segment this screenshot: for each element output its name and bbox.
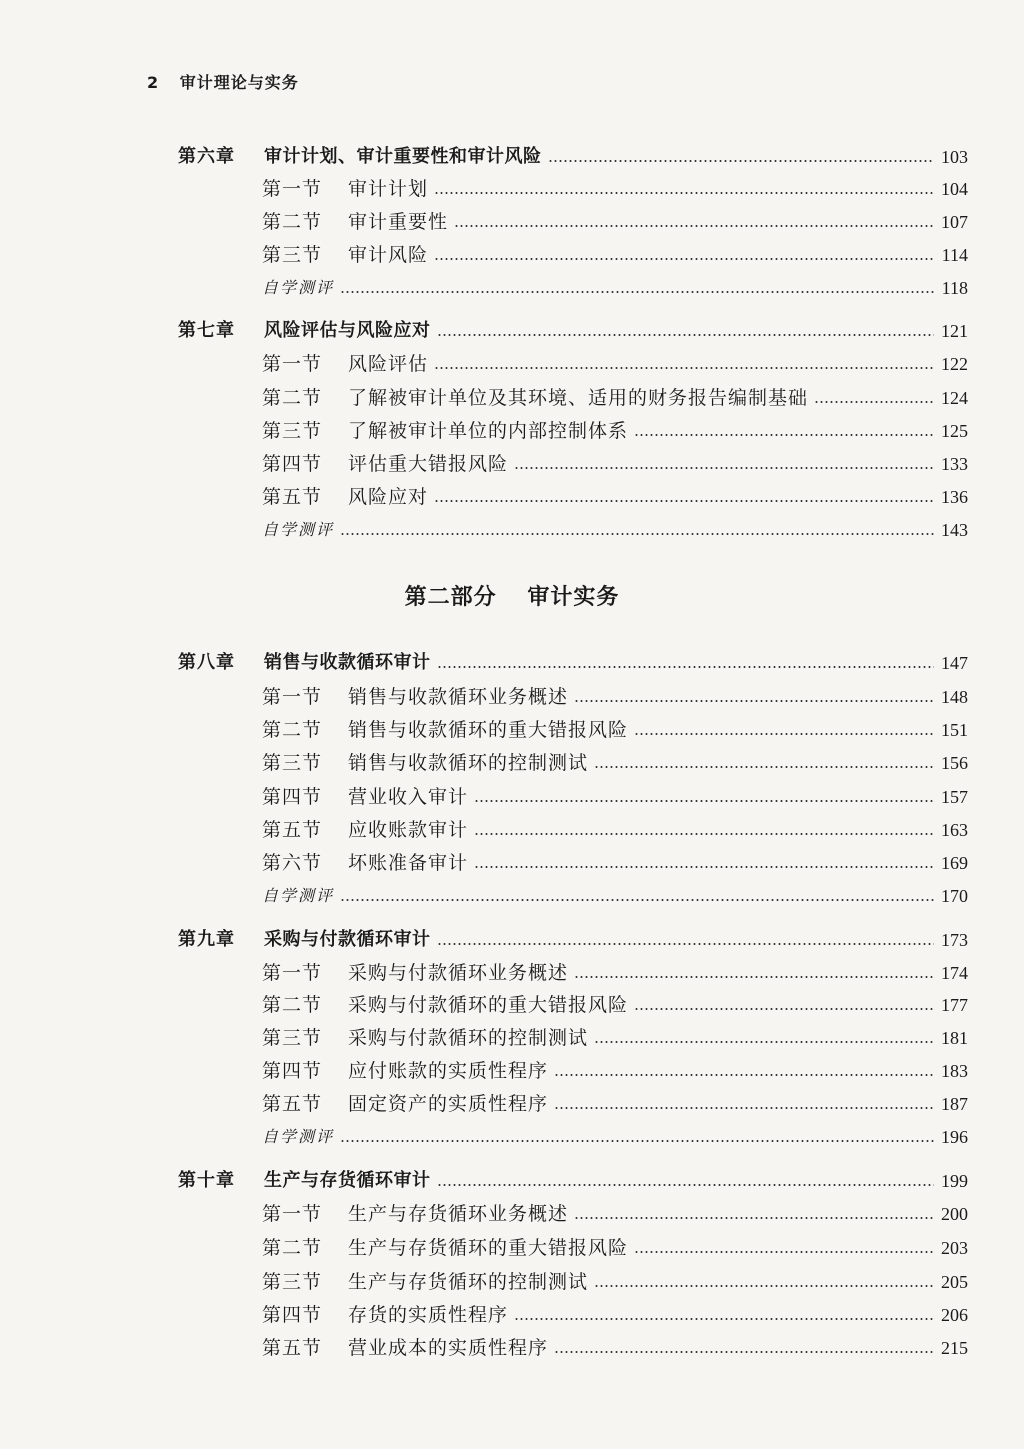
dot-leader [574, 700, 934, 702]
toc-page-number: 181 [941, 1028, 968, 1048]
toc-label: 第四节 [262, 1060, 323, 1082]
toc-title: 销售与收款循环的控制测试 [348, 752, 589, 774]
dot-leader [474, 866, 934, 868]
toc-page-number: 215 [941, 1338, 968, 1358]
toc-label: 第一节 [262, 353, 323, 375]
toc-label: 第一节 [262, 686, 323, 708]
toc-section-row [262, 815, 968, 845]
toc-section-row [262, 1333, 968, 1363]
toc-section-row [262, 782, 968, 812]
toc-page-number: 122 [941, 354, 968, 374]
dot-leader [437, 334, 935, 336]
toc-section-row [262, 240, 968, 270]
toc-title: 应收账款审计 [348, 819, 469, 841]
toc-label: 第一节 [262, 962, 323, 984]
toc-page-number: 205 [941, 1272, 968, 1292]
dot-leader [814, 401, 934, 403]
toc-page-number: 104 [941, 179, 968, 199]
dot-leader [514, 1318, 934, 1320]
dot-leader [437, 943, 935, 945]
dot-leader [340, 1140, 934, 1142]
dot-leader [474, 833, 934, 835]
dot-leader [340, 533, 934, 535]
part-label: 第二部分 [404, 585, 497, 610]
toc-label: 第二节 [262, 387, 323, 409]
toc-label: 第五节 [262, 819, 323, 841]
dot-leader [454, 225, 934, 227]
toc-section-row [262, 848, 968, 878]
toc-page-number: 114 [941, 245, 968, 265]
toc-label: 第三节 [262, 1027, 323, 1049]
dot-leader [437, 1184, 935, 1186]
dot-leader [437, 666, 935, 668]
toc-section-row [262, 174, 968, 204]
toc-section-row [262, 449, 968, 479]
dot-leader [514, 467, 934, 469]
toc-section-row [262, 1233, 968, 1263]
toc-label: 第六节 [262, 852, 323, 874]
toc-title: 固定资产的实质性程序 [348, 1093, 549, 1115]
toc-label: 第九章 [178, 929, 235, 950]
dot-leader [634, 1251, 934, 1253]
toc-page-number: 125 [941, 421, 968, 441]
toc-title: 采购与付款循环业务概述 [348, 962, 569, 984]
dot-leader [554, 1074, 934, 1076]
toc-title: 存货的实质性程序 [348, 1304, 509, 1326]
toc-section-row [262, 207, 968, 237]
toc-page-number: 183 [941, 1061, 968, 1081]
toc-page-number: 124 [941, 388, 968, 408]
toc-title: 审计风险 [348, 244, 429, 266]
toc-page-number: 163 [941, 820, 968, 840]
toc-title: 生产与存货循环审计 [264, 1170, 431, 1191]
toc-title: 了解被审计单位及其环境、适用的财务报告编制基础 [348, 387, 809, 409]
toc-label: 第二节 [262, 719, 323, 741]
toc-label: 第二节 [262, 994, 323, 1016]
toc-page-number: 136 [941, 487, 968, 507]
toc-label: 第五节 [262, 486, 323, 508]
toc-title: 自学测评 [262, 886, 335, 905]
toc-page-number: 169 [941, 853, 968, 873]
toc-section-row [262, 1300, 968, 1330]
toc-chapter-row [178, 648, 968, 678]
toc-label: 第六章 [178, 146, 235, 167]
toc-page-number: 187 [941, 1094, 968, 1114]
toc-title: 生产与存货循环的控制测试 [348, 1271, 589, 1293]
dot-leader [434, 192, 934, 194]
toc-page-number: 148 [941, 687, 968, 707]
toc-label: 第二节 [262, 211, 323, 233]
toc-label: 第四节 [262, 453, 323, 475]
toc-page-number: 103 [941, 147, 968, 167]
toc-page-number: 206 [941, 1305, 968, 1325]
toc-title: 应付账款的实质性程序 [348, 1060, 549, 1082]
toc-section-row [262, 715, 968, 745]
dot-leader [594, 1041, 934, 1043]
toc-title: 营业成本的实质性程序 [348, 1337, 549, 1359]
toc-title: 销售与收款循环业务概述 [348, 686, 569, 708]
dot-leader [548, 160, 935, 162]
toc-page-number: 118 [941, 278, 968, 298]
toc-section-row [262, 383, 968, 413]
page-number: 2 [147, 73, 160, 92]
toc-label: 第三节 [262, 752, 323, 774]
dot-leader [474, 800, 934, 802]
toc-section-row [262, 1199, 968, 1229]
toc-section-row [262, 1267, 968, 1297]
toc-label: 第七章 [178, 320, 235, 341]
book-title: 审计理论与实务 [179, 73, 299, 92]
toc-title: 风险评估与风险应对 [264, 320, 431, 341]
toc-title: 采购与付款循环的重大错报风险 [348, 994, 629, 1016]
toc-label: 第二节 [262, 1237, 323, 1259]
toc-page-number: 177 [941, 995, 968, 1015]
dot-leader [554, 1351, 934, 1353]
dot-leader [434, 258, 934, 260]
toc-chapter-row [178, 142, 968, 172]
toc-title: 采购与付款循环的控制测试 [348, 1027, 589, 1049]
toc-label: 第三节 [262, 244, 323, 266]
toc-page-number: 157 [941, 787, 968, 807]
toc-page-number: 147 [941, 653, 968, 673]
toc-page-number: 203 [941, 1238, 968, 1258]
toc-title: 评估重大错报风险 [348, 453, 509, 475]
toc-page-number: 173 [941, 930, 968, 950]
toc-review-row [262, 515, 968, 545]
running-header [147, 70, 299, 93]
toc-title: 采购与付款循环审计 [264, 929, 431, 950]
dot-leader [594, 1285, 934, 1287]
toc-page-number: 196 [941, 1127, 968, 1147]
toc-review-row [262, 881, 968, 911]
toc-page-number: 121 [941, 321, 968, 341]
toc-page-number: 156 [941, 753, 968, 773]
dot-leader [434, 367, 934, 369]
dot-leader [434, 500, 934, 502]
toc-label: 第五节 [262, 1337, 323, 1359]
toc-title: 风险应对 [348, 486, 429, 508]
toc-label: 第四节 [262, 786, 323, 808]
toc-section-row [262, 482, 968, 512]
dot-leader [574, 976, 934, 978]
toc-page-number: 199 [941, 1171, 968, 1191]
toc-review-row [262, 1122, 968, 1152]
toc-chapter-row [178, 316, 968, 346]
toc-chapter-row [178, 1166, 968, 1196]
dot-leader [574, 1217, 934, 1219]
toc-title: 营业收入审计 [348, 786, 469, 808]
toc-title: 自学测评 [262, 278, 335, 297]
toc-label: 第五节 [262, 1093, 323, 1115]
toc-page-number: 170 [941, 886, 968, 906]
dot-leader [340, 291, 934, 293]
toc-section-row [262, 1089, 968, 1119]
toc-label: 第一节 [262, 1203, 323, 1225]
toc-title: 生产与存货循环业务概述 [348, 1203, 569, 1225]
toc-title: 审计计划、审计重要性和审计风险 [264, 146, 542, 167]
dot-leader [554, 1107, 934, 1109]
toc-title: 销售与收款循环的重大错报风险 [348, 719, 629, 741]
toc-section-row [262, 1023, 968, 1053]
toc-page-number: 151 [941, 720, 968, 740]
toc-label: 第一节 [262, 178, 323, 200]
toc-title: 坏账准备审计 [348, 852, 469, 874]
toc-page-number: 133 [941, 454, 968, 474]
dot-leader [634, 1008, 934, 1010]
toc-section-row [262, 1056, 968, 1086]
dot-leader [594, 766, 934, 768]
toc-section-row [262, 682, 968, 712]
part-title: 审计实务 [527, 585, 620, 610]
toc-title: 风险评估 [348, 353, 429, 375]
toc-page-number: 143 [941, 520, 968, 540]
toc-section-row [262, 990, 968, 1020]
toc-review-row [262, 273, 968, 303]
toc-page-number: 174 [941, 963, 968, 983]
dot-leader [340, 899, 934, 901]
toc-title: 自学测评 [262, 1127, 335, 1146]
toc-label: 第四节 [262, 1304, 323, 1326]
toc-page-number: 107 [941, 212, 968, 232]
toc-title: 销售与收款循环审计 [264, 652, 431, 673]
toc-title: 自学测评 [262, 520, 335, 539]
toc-title: 了解被审计单位的内部控制体系 [348, 420, 629, 442]
toc-section-row [262, 958, 968, 988]
toc-title: 生产与存货循环的重大错报风险 [348, 1237, 629, 1259]
toc-label: 第八章 [178, 652, 235, 673]
dot-leader [634, 733, 934, 735]
toc-label: 第三节 [262, 1271, 323, 1293]
toc-section-row [262, 748, 968, 778]
toc-page-number: 200 [941, 1204, 968, 1224]
toc-title: 审计计划 [348, 178, 429, 200]
toc-section-row [262, 349, 968, 379]
toc-section-row [262, 416, 968, 446]
dot-leader [634, 434, 934, 436]
toc-chapter-row [178, 925, 968, 955]
toc-label: 第十章 [178, 1170, 235, 1191]
toc-label: 第三节 [262, 420, 323, 442]
toc-title: 审计重要性 [348, 211, 449, 233]
part-heading [0, 580, 1024, 611]
